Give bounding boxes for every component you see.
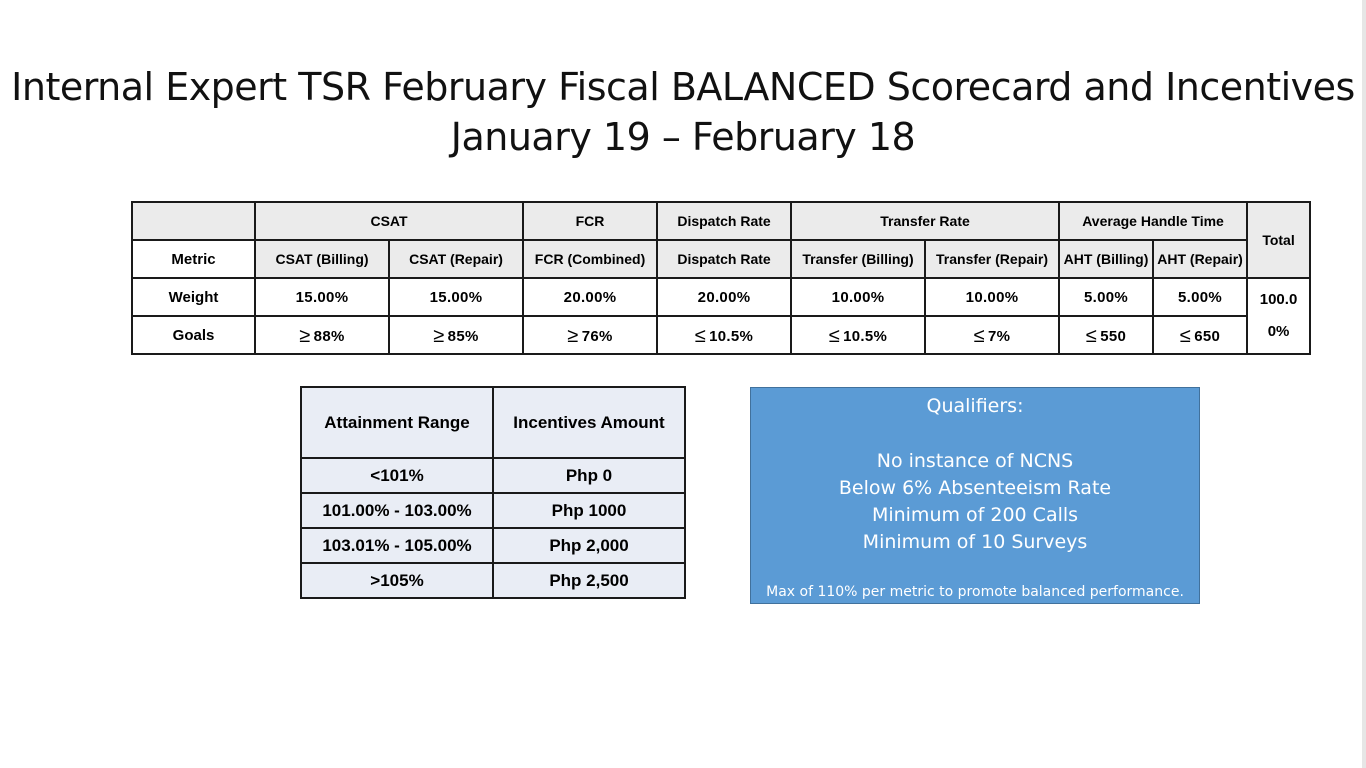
- qualifiers-box: [750, 387, 1200, 604]
- incentives-table: [300, 386, 686, 599]
- qualifier-item: Minimum of 200 Calls: [871, 504, 1079, 526]
- metric-cell: AHT (Repair): [1153, 240, 1247, 278]
- group-average-handle-time: Average Handle Time: [1059, 202, 1247, 240]
- table-row: [301, 528, 685, 563]
- metric-cell: CSAT (Billing): [255, 240, 389, 278]
- table-row: [301, 563, 685, 598]
- table-row: [301, 493, 685, 528]
- incentive-amount-cell: Php 0: [493, 458, 685, 493]
- qualifier-item: Minimum of 10 Surveys: [862, 531, 1088, 553]
- row-label-goals: Goals: [132, 316, 255, 354]
- group-header-row: [132, 202, 1310, 240]
- total-cell: [1247, 278, 1310, 354]
- weight-cell: 5.00%: [1153, 278, 1247, 316]
- weight-cell: 20.00%: [523, 278, 657, 316]
- incentives-header-row: [301, 387, 685, 458]
- weight-cell: 10.00%: [791, 278, 925, 316]
- scorecard-table: [131, 201, 1311, 355]
- weight-cell: 5.00%: [1059, 278, 1153, 316]
- goal-cell: [1059, 316, 1153, 354]
- metric-cell: AHT (Billing): [1059, 240, 1153, 278]
- qualifiers-title: Qualifiers:: [926, 395, 1024, 417]
- goal-value: 10.5%: [843, 327, 888, 345]
- total-header: Total: [1247, 202, 1310, 278]
- weight-cell: 15.00%: [389, 278, 523, 316]
- goal-cell: [523, 316, 657, 354]
- header-attainment-range: Attainment Range: [301, 387, 493, 458]
- goal-value: 7%: [988, 327, 1011, 345]
- goal-operator: ≥: [433, 324, 445, 347]
- qualifiers-note: Max of 110% per metric to promote balanced performance.: [766, 584, 1184, 600]
- goal-operator: ≥: [299, 324, 311, 347]
- attainment-range-cell: 103.01% - 105.00%: [301, 528, 493, 563]
- total-value: 100.00%: [1259, 291, 1298, 340]
- goal-cell: [791, 316, 925, 354]
- goal-cell: [255, 316, 389, 354]
- goal-operator: ≤: [973, 324, 986, 347]
- header-incentives-amount: Incentives Amount: [493, 387, 685, 458]
- goal-operator: ≤: [694, 324, 707, 347]
- metric-cell: Transfer (Repair): [925, 240, 1059, 278]
- weight-row: [132, 278, 1310, 316]
- slide-edge: [1362, 0, 1366, 768]
- corner-cell: [132, 202, 255, 240]
- group-fcr: FCR: [523, 202, 657, 240]
- incentive-amount-cell: Php 1000: [493, 493, 685, 528]
- goals-row: [132, 316, 1310, 354]
- qualifier-item: No instance of NCNS: [876, 450, 1074, 472]
- weight-cell: 10.00%: [925, 278, 1059, 316]
- weight-cell: 20.00%: [657, 278, 791, 316]
- metric-cell: FCR (Combined): [523, 240, 657, 278]
- goal-operator: ≤: [1179, 324, 1192, 347]
- weight-cell: 15.00%: [255, 278, 389, 316]
- row-label-metric: Metric: [132, 240, 255, 278]
- qualifiers-list: [751, 448, 1199, 556]
- goal-cell: [657, 316, 791, 354]
- goal-value: 10.5%: [709, 327, 754, 345]
- goal-value: 76%: [581, 327, 613, 345]
- page-title: [0, 62, 1366, 162]
- title-line-2: January 19 – February 18: [450, 115, 916, 159]
- qualifier-item: Below 6% Absenteeism Rate: [838, 477, 1112, 499]
- title-line-1: Internal Expert TSR February Fiscal BALANCED Scorecard and Incentives: [11, 65, 1355, 109]
- goal-value: 650: [1194, 327, 1221, 345]
- metric-row: [132, 240, 1310, 278]
- goal-value: 550: [1100, 327, 1127, 345]
- group-dispatch-rate: Dispatch Rate: [657, 202, 791, 240]
- attainment-range-cell: <101%: [301, 458, 493, 493]
- incentive-amount-cell: Php 2,500: [493, 563, 685, 598]
- row-label-weight: Weight: [132, 278, 255, 316]
- goal-value: 88%: [313, 327, 345, 345]
- goal-operator: ≤: [828, 324, 841, 347]
- metric-cell: CSAT (Repair): [389, 240, 523, 278]
- goal-value: 85%: [447, 327, 479, 345]
- group-transfer-rate: Transfer Rate: [791, 202, 1059, 240]
- attainment-range-cell: 101.00% - 103.00%: [301, 493, 493, 528]
- goal-operator: ≤: [1085, 324, 1098, 347]
- goal-cell: [389, 316, 523, 354]
- table-row: [301, 458, 685, 493]
- metric-cell: Transfer (Billing): [791, 240, 925, 278]
- incentive-amount-cell: Php 2,000: [493, 528, 685, 563]
- metric-cell: Dispatch Rate: [657, 240, 791, 278]
- attainment-range-cell: >105%: [301, 563, 493, 598]
- goal-cell: [925, 316, 1059, 354]
- group-csat: CSAT: [255, 202, 523, 240]
- goal-operator: ≥: [567, 324, 579, 347]
- goal-cell: [1153, 316, 1247, 354]
